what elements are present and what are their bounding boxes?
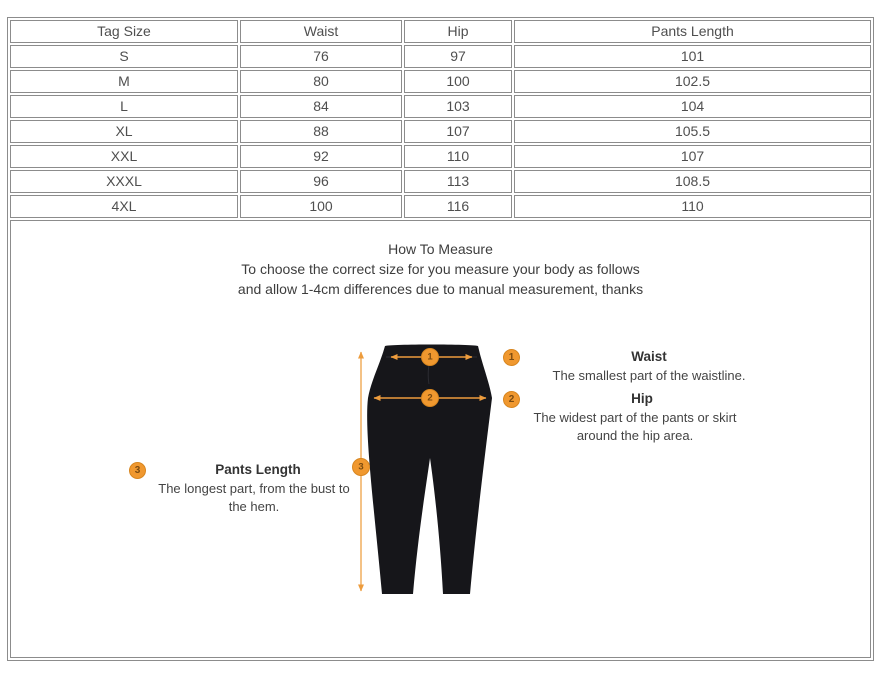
- length-badge: 3: [358, 461, 364, 473]
- size-cell: 110: [514, 195, 871, 218]
- how-to-measure-title: How To Measure: [388, 241, 493, 257]
- table-row: [10, 195, 871, 218]
- waist-description: The smallest part of the waistline.: [552, 368, 746, 383]
- table-row: [10, 70, 871, 93]
- size-cell: 80: [240, 70, 402, 93]
- size-cell: 104: [514, 95, 871, 118]
- size-cell: XL: [10, 120, 238, 143]
- waist-label: Waist: [631, 349, 667, 364]
- hip-number-badge: 2: [503, 391, 520, 408]
- pants-length-number-badge: 3: [129, 462, 146, 479]
- pants-length-label: Pants Length: [215, 462, 301, 477]
- size-cell: 100: [240, 195, 402, 218]
- size-cell: S: [10, 45, 238, 68]
- table-row: [10, 95, 871, 118]
- size-cell: 113: [404, 170, 512, 193]
- annotation-waist: [503, 348, 753, 385]
- measure-row: [10, 220, 871, 658]
- size-cell: 105.5: [514, 120, 871, 143]
- size-cell: 108.5: [514, 170, 871, 193]
- hip-badge: 2: [427, 392, 433, 404]
- table-row: [10, 120, 871, 143]
- size-cell: M: [10, 70, 238, 93]
- size-cell: 96: [240, 170, 402, 193]
- size-cell: 76: [240, 45, 402, 68]
- size-cell: 116: [404, 195, 512, 218]
- how-to-measure-line2: and allow 1-4cm differences due to manual measurement, thanks: [237, 281, 644, 297]
- pants-measure-diagram: [350, 336, 510, 606]
- size-cell: 92: [240, 145, 402, 168]
- size-cell: 103: [404, 95, 512, 118]
- size-cell: 84: [240, 95, 402, 118]
- size-cell: 100: [404, 70, 512, 93]
- table-row: [10, 145, 871, 168]
- size-cell: 101: [514, 45, 871, 68]
- header-cell-hip: Hip: [404, 20, 512, 43]
- size-cell: 102.5: [514, 70, 871, 93]
- size-cell: 88: [240, 120, 402, 143]
- how-to-measure-text: [11, 239, 870, 299]
- header-cell-tag-size: Tag Size: [10, 20, 238, 43]
- header-row: [10, 20, 871, 43]
- size-chart-table: [7, 17, 874, 661]
- size-cell: 107: [404, 120, 512, 143]
- header-cell-pants-length: Pants Length: [514, 20, 871, 43]
- how-to-measure-line1: To choose the correct size for you measure your body as follows: [241, 261, 640, 277]
- annotation-pants-length: [129, 461, 359, 516]
- hip-description: The widest part of the pants or skirt around the hip area.: [533, 410, 737, 443]
- size-cell: XXXL: [10, 170, 238, 193]
- waist-number-badge: 1: [503, 349, 520, 366]
- size-cell: 97: [404, 45, 512, 68]
- size-cell: 110: [404, 145, 512, 168]
- how-to-measure-section: [10, 220, 871, 658]
- pants-silhouette-image: [367, 345, 492, 595]
- size-cell: L: [10, 95, 238, 118]
- size-cell: XXL: [10, 145, 238, 168]
- pants-length-description: The longest part, from the bust to the hem.: [158, 481, 350, 514]
- annotation-hip: [503, 390, 753, 445]
- waist-badge: 1: [427, 351, 433, 363]
- size-cell: 107: [514, 145, 871, 168]
- header-cell-waist: Waist: [240, 20, 402, 43]
- table-row: [10, 170, 871, 193]
- size-cell: 4XL: [10, 195, 238, 218]
- hip-label: Hip: [631, 391, 653, 406]
- table-row: [10, 45, 871, 68]
